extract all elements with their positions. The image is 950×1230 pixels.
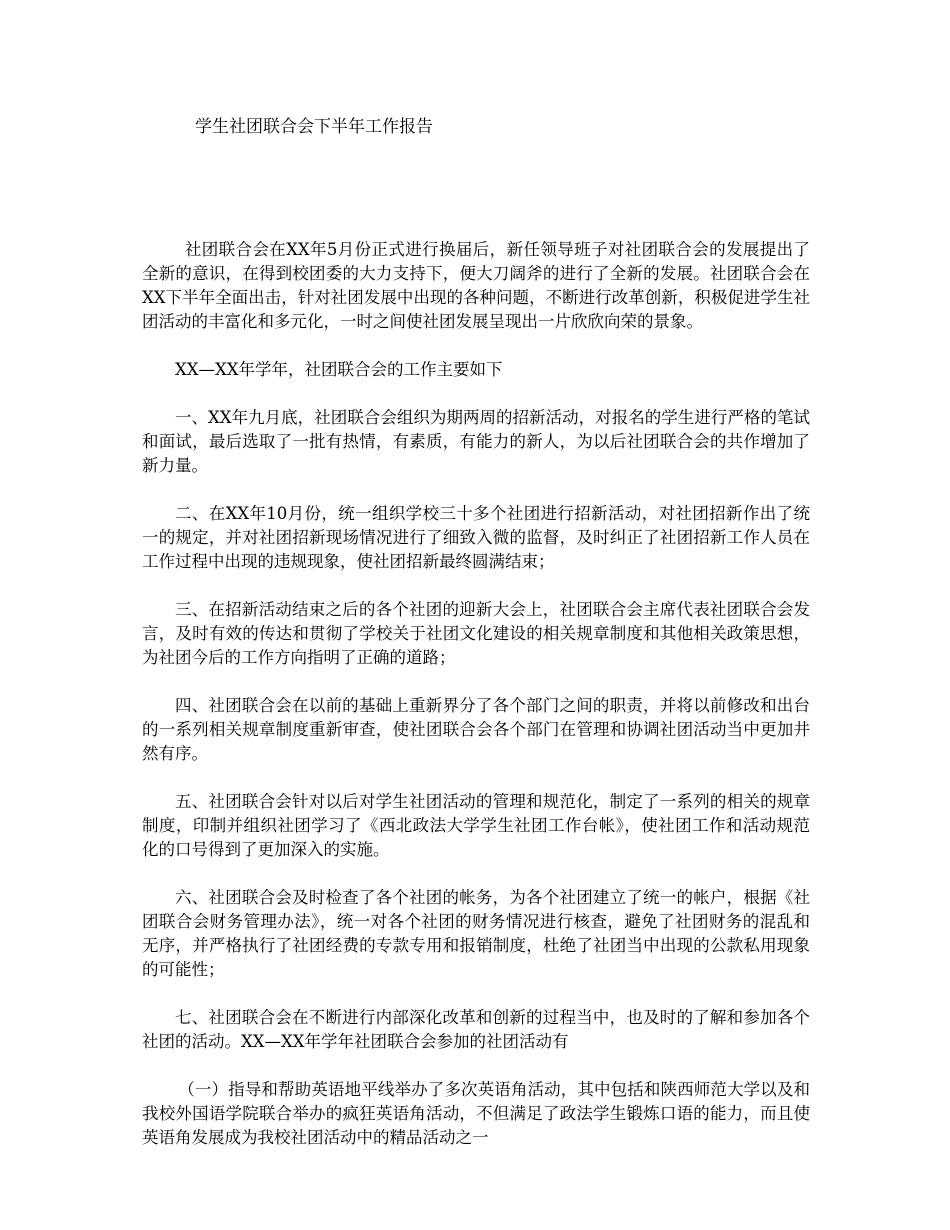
- paragraph-item-2: 二、在XX年10月份，统一组织学校三十多个社团进行招新活动，对社团招新作出了统一的规定，并对社团招新现场情况进行了细致入微的监督，及时纠正了社团招新工作人员在工作过程中出现的违规现象，使社团招新最终圆满结束；: [142, 504, 810, 571]
- paragraph-intro: 社团联合会在XX年5月份正式进行换届后，新任领导班子对社团联合会的发展提出了全新的意识，在得到校团委的大力支持下，便大刀阔斧的进行了全新的发展。社团联合会在XX下半年全面出击，针对社团发展中出现的各种问题，不断进行改革创新，积极促进学生社团活动的丰富化和多元化，一时之间使社团发展呈现出一片欣欣向荣的景象。: [142, 240, 810, 331]
- paragraph-item-5: 五、社团联合会针对以后对学生社团活动的管理和规范化，制定了一系列的相关的规章制度，印制并组织社团学习了《西北政法大学学生社团工作台帐》，使社团工作和活动规范化的口号得到了更加深入的实施。: [142, 792, 810, 859]
- paragraph-item-6: 六、社团联合会及时检查了各个社团的帐务，为各个社团建立了统一的帐户，根据《社团联合会财务管理办法》，统一对各个社团的财务情况进行核查，避免了社团财务的混乱和无序，并严格执行了社团经费的专款专用和报销制度，杜绝了社团当中出现的公款私用现象的可能性；: [142, 888, 810, 979]
- paragraph-subitem-1: （一）指导和帮助英语地平线举办了多次英语角活动，其中包括和陕西师范大学以及和我校外国语学院联合举办的疯狂英语角活动，不但满足了政法学生锻炼口语的能力，而且使英语角发展成为我校社团活动中的精品活动之一: [142, 1080, 810, 1147]
- document-title: 学生社团联合会下半年工作报告: [195, 117, 433, 137]
- paragraph-item-3: 三、在招新活动结束之后的各个社团的迎新大会上，社团联合会主席代表社团联合会发言，及时有效的传达和贯彻了学校关于社团文化建设的相关规章制度和其他相关政策思想，为社团今后的工作方向指明了正确的道路；: [142, 600, 810, 667]
- paragraph-item-7: 七、社团联合会在不断进行内部深化改革和创新的过程当中，也及时的了解和参加各个社团的活动。XX—XX年学年社团联合会参加的社团活动有: [142, 1008, 810, 1051]
- paragraph-item-4: 四、社团联合会在以前的基础上重新界分了各个部门之间的职责，并将以前修改和出台的一系列相关规章制度重新审查，使社团联合会各个部门在管理和协调社团活动当中更加井然有序。: [142, 696, 810, 763]
- paragraph-summary-heading: XX—XX年学年，社团联合会的工作主要如下: [175, 360, 503, 379]
- paragraph-item-1: 一、XX年九月底，社团联合会组织为期两周的招新活动，对报名的学生进行严格的笔试和面试，最后选取了一批有热情，有素质，有能力的新人，为以后社团联合会的共作增加了新力量。: [142, 408, 810, 475]
- document-body: [142, 238, 810, 1174]
